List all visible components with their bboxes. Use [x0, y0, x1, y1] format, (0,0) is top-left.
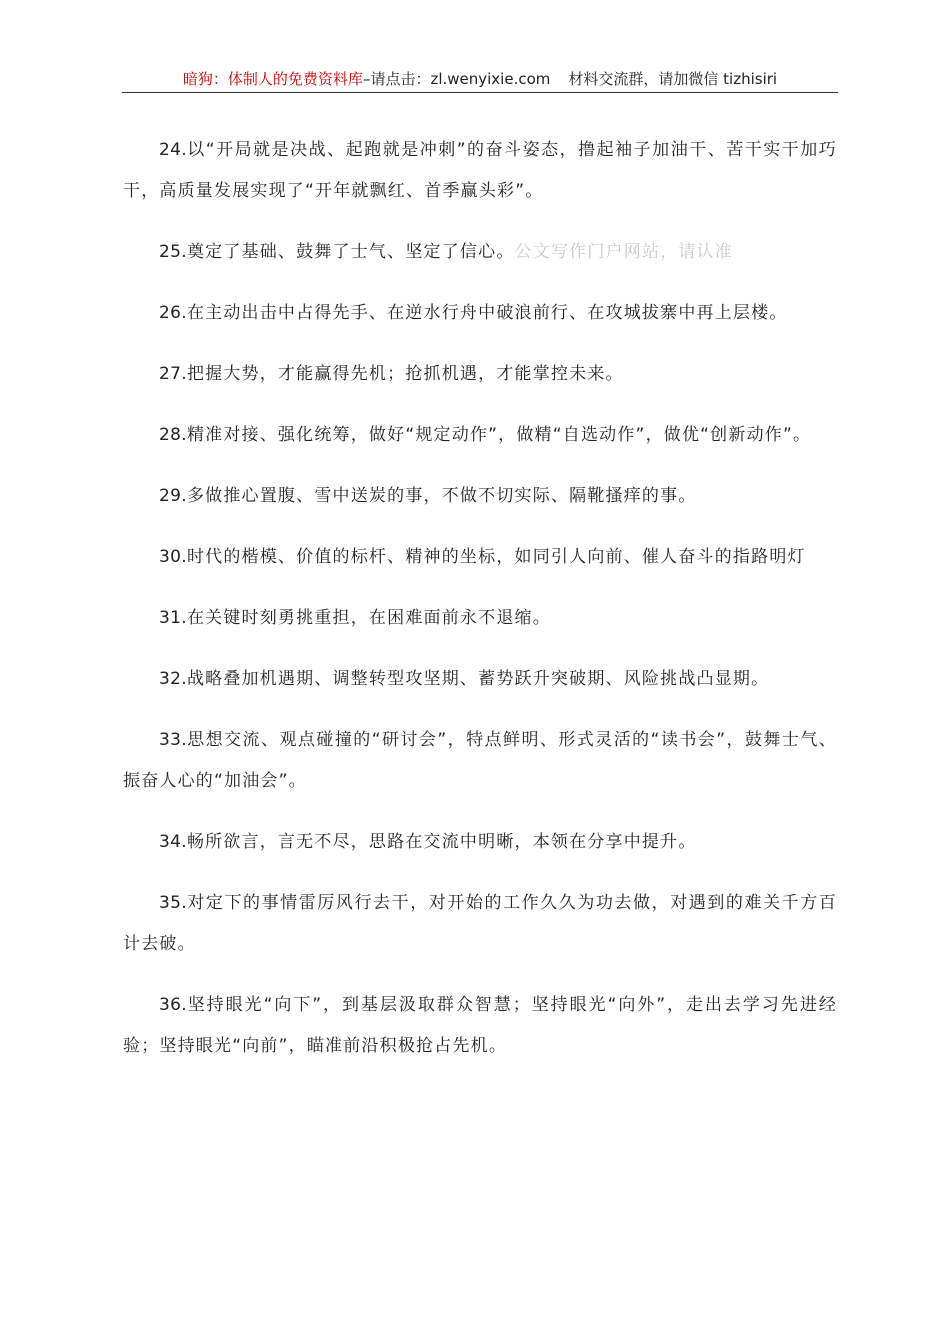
list-item: [123, 985, 837, 1067]
list-item: [123, 822, 837, 863]
list-item: [123, 598, 837, 639]
item-text: 畅所欲言，言无不尽，思路在交流中明晰，本领在分享中提升。: [186, 832, 697, 852]
item-text: 战略叠加机遇期、调整转型攻坚期、蓄势跃升突破期、风险挑战凸显期。: [186, 669, 770, 689]
watermark-text: 公文写作门户网站，请认准: [514, 242, 733, 262]
list-item: [123, 130, 837, 212]
item-text: 精准对接、强化统筹，做好“规定动作”，做精“自选动作”，做优“创新动作”。: [186, 425, 812, 445]
document-body: [123, 130, 837, 1087]
item-number: 32.: [159, 669, 187, 689]
item-text: 思想交流、观点碰撞的“研讨会”，特点鲜明、形式灵活的“读书会”，鼓舞士气、振奋人心的“加油会”。: [123, 730, 837, 791]
list-item: [123, 415, 837, 456]
item-number: 27.: [159, 364, 187, 384]
header-url-link[interactable]: zl.wenyixie.com: [430, 70, 551, 88]
list-item: [123, 659, 837, 700]
list-item: [123, 883, 837, 965]
header-wechat-note: 材料交流群，请加微信 tizhisiri: [568, 70, 778, 88]
list-item: [123, 720, 837, 802]
item-text: 在关键时刻勇挑重担，在困难面前永不退缩。: [186, 608, 551, 628]
item-number: 34.: [159, 832, 187, 852]
item-number: 36.: [159, 995, 187, 1015]
item-text: 奠定了基础、鼓舞了士气、坚定了信心。: [186, 242, 515, 262]
item-text: 把握大势，才能赢得先机；抢抓机遇，才能掌控未来。: [186, 364, 624, 384]
item-number: 29.: [159, 486, 187, 506]
item-number: 30.: [159, 547, 187, 567]
item-number: 25.: [159, 242, 187, 262]
item-text: 以“开局就是决战、起跑就是冲刺”的奋斗姿态，撸起袖子加油干、苦干实干加巧干，高质量发展实现了“开年就飘红、首季赢头彩”。: [123, 140, 837, 201]
item-text: 时代的楷模、价值的标杆、精神的坐标，如同引人向前、催人奋斗的指路明灯: [186, 547, 806, 567]
item-number: 33.: [159, 730, 187, 750]
list-item: [123, 354, 837, 395]
item-text: 多做推心置腹、雪中送炭的事，不做不切实际、隔靴搔痒的事。: [186, 486, 697, 506]
item-number: 31.: [159, 608, 187, 628]
item-number: 28.: [159, 425, 187, 445]
item-text: 坚持眼光“向下”，到基层汲取群众智慧；坚持眼光“向外”，走出去学习先进经验；坚持眼光“向前”，瞄准前沿积极抢占先机。: [123, 995, 837, 1056]
item-text: 对定下的事情雷厉风行去干，对开始的工作久久为功去做，对遇到的难关千方百计去破。: [123, 893, 837, 954]
list-item: [123, 293, 837, 334]
list-item: [123, 476, 837, 517]
item-text: 在主动出击中占得先手、在逆水行舟中破浪前行、在攻城拔寨中再上层楼。: [186, 303, 788, 323]
item-number: 35.: [159, 893, 187, 913]
page-header: [122, 66, 838, 93]
header-click-prefix: –请点击：: [362, 70, 431, 88]
item-number: 26.: [159, 303, 187, 323]
list-item: [123, 537, 837, 578]
item-number: 24.: [159, 140, 187, 160]
list-item: [123, 232, 837, 273]
header-brand: 暗狗：体制人的免费资料库: [182, 70, 363, 88]
